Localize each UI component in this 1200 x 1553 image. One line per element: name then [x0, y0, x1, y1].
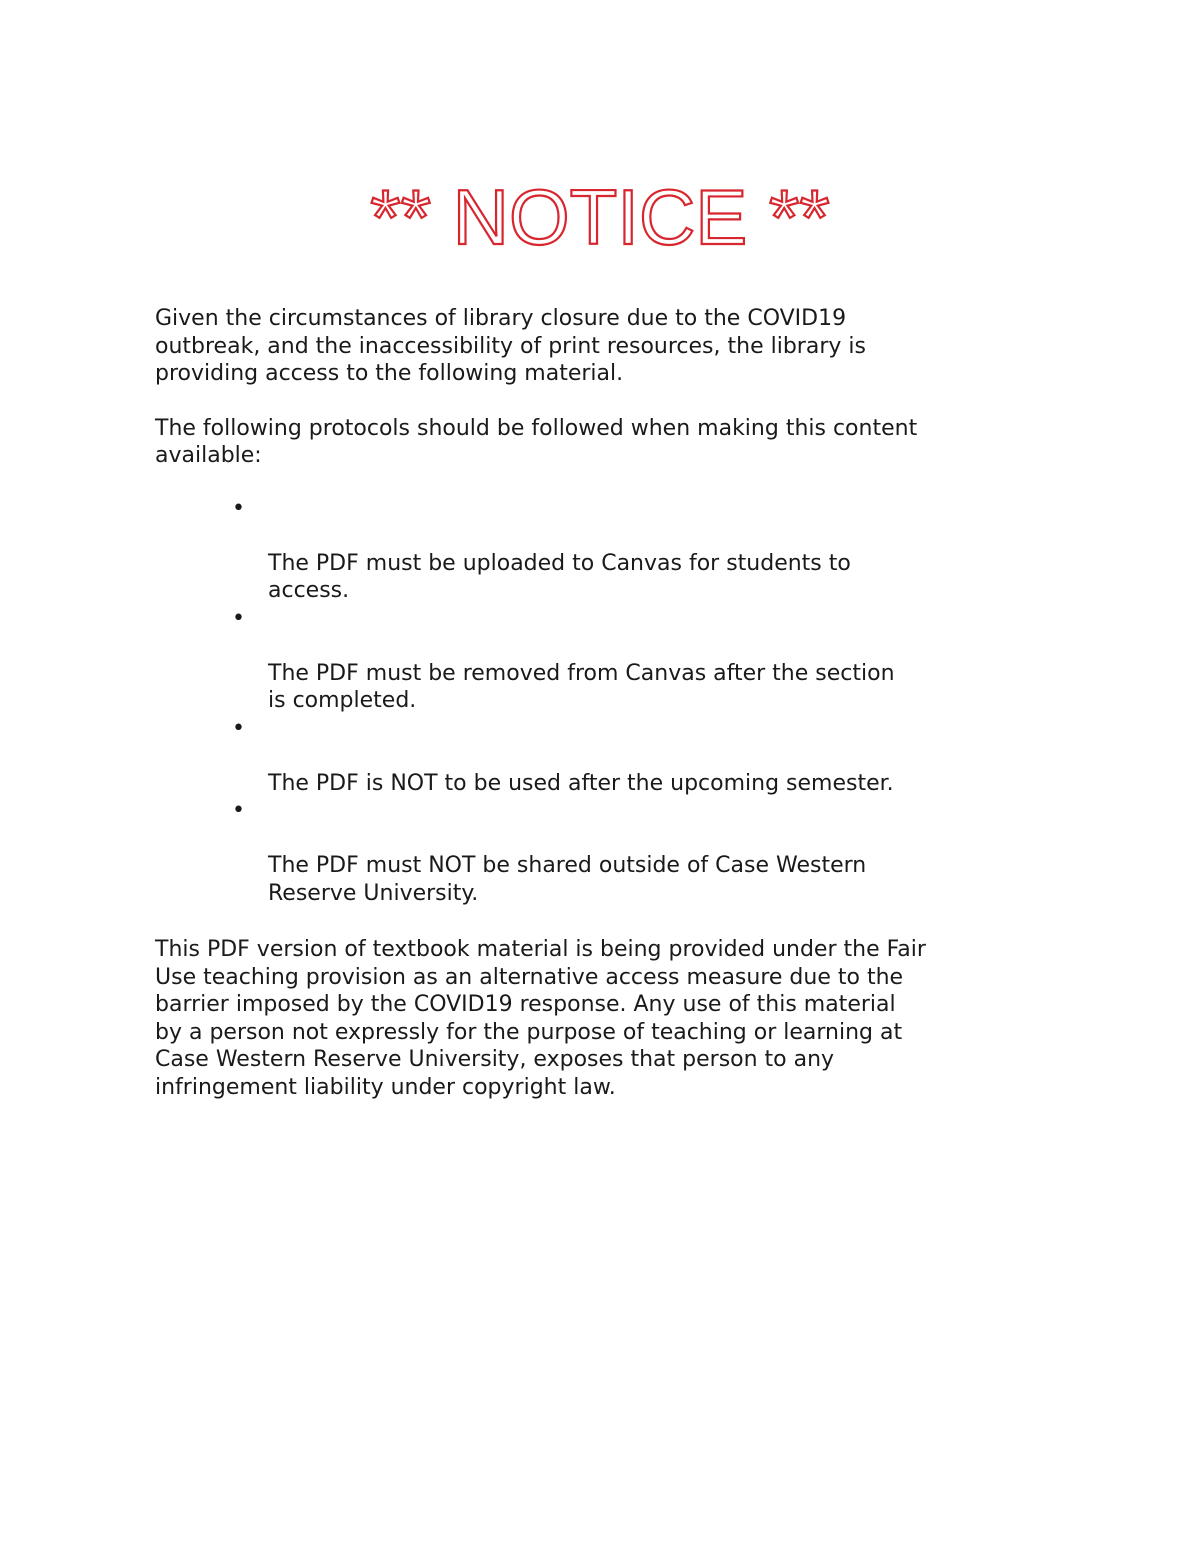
bullet-icon: •	[232, 798, 245, 823]
protocol-text: The PDF is NOT to be used after the upcoming semester.	[268, 770, 894, 796]
protocol-text: The PDF must NOT be shared outside of Case Western Reserve University.	[268, 853, 867, 906]
intro-paragraph: Given the circumstances of library closure due to the COVID19 outbreak, and the inaccessibility of print resources, the library is providing access to the following material.	[155, 306, 866, 386]
bullet-icon: •	[232, 495, 245, 521]
notice-body	[155, 305, 1035, 1101]
bullet-icon: •	[232, 715, 245, 741]
list-item	[232, 797, 1035, 907]
notice-title-text: ** NOTICE **	[370, 173, 830, 261]
protocols-list	[155, 495, 1035, 908]
fair-use-paragraph: This PDF version of textbook material is being provided under the Fair Use teaching provision as an alternative access measure due to the barrier imposed by the COVID19 response. Any use of this material by a person not expressly for the purpose of teaching or learning at Case Western Reserve University, exposes that person to any infringement liability under copyright law.	[155, 937, 926, 1100]
notice-title	[0, 173, 1200, 261]
list-item	[232, 605, 1035, 715]
protocols-heading: The following protocols should be followed when making this content available:	[155, 415, 918, 468]
bullet-icon: •	[232, 605, 245, 631]
protocol-text: The PDF must be uploaded to Canvas for students to access.	[268, 550, 851, 603]
protocol-text: The PDF must be removed from Canvas after the section is completed.	[268, 660, 895, 713]
list-item	[232, 715, 1035, 798]
list-item	[232, 495, 1035, 605]
